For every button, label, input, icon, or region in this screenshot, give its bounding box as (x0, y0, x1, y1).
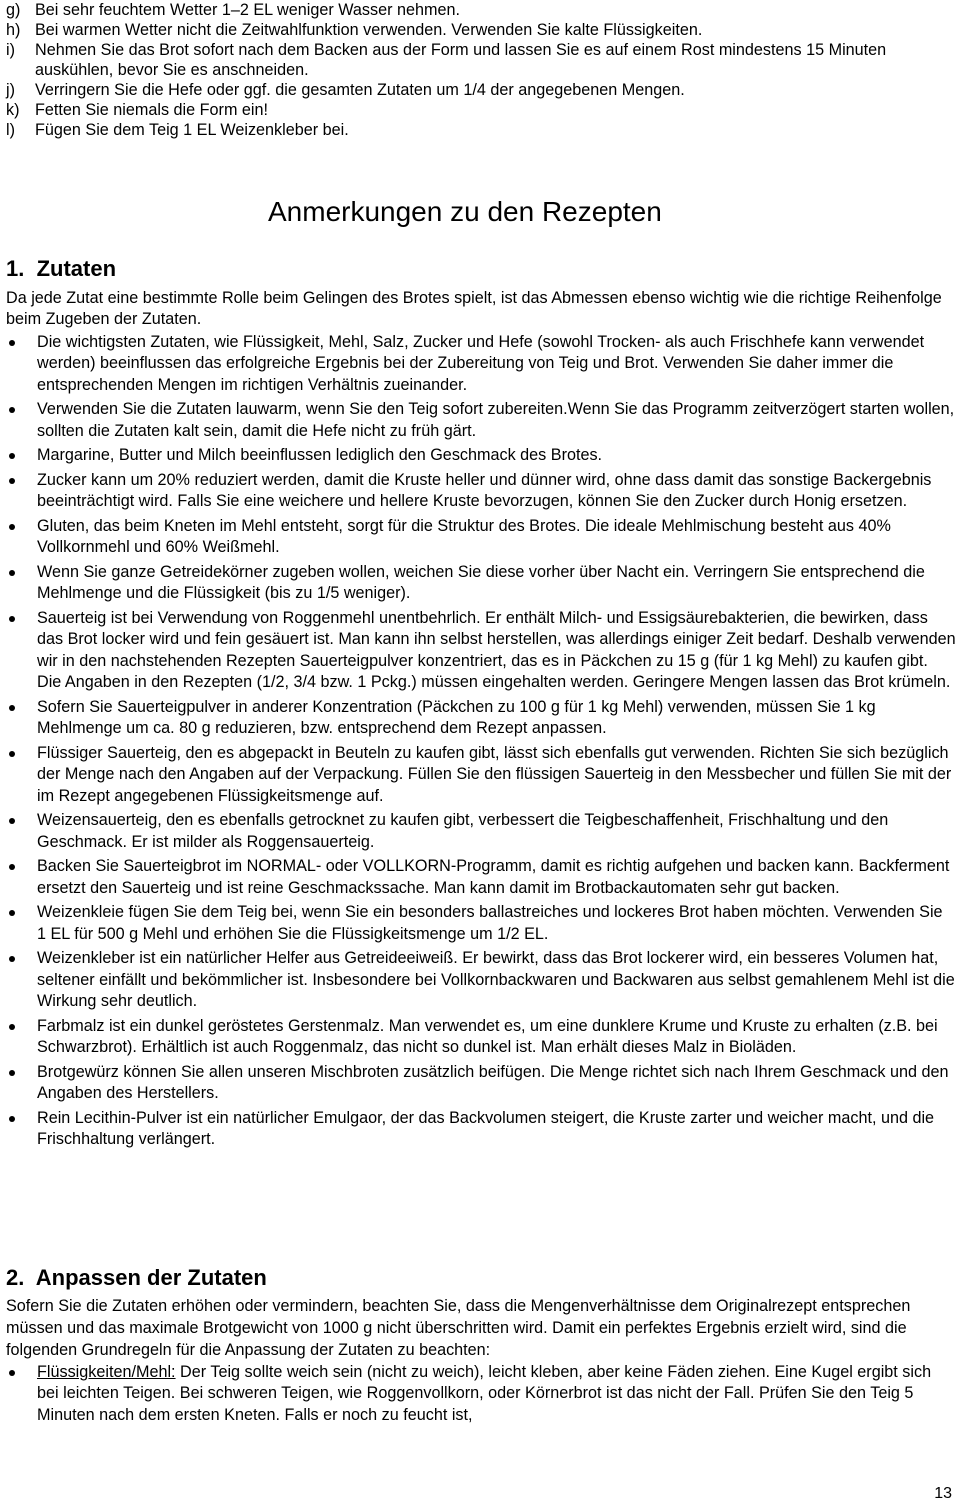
bullet-text: Weizenkleie fügen Sie dem Teig bei, wenn Sie ein besonders ballastreiches und lockeres Brot haben möchten. Verwenden Sie 1 EL für 500 g Mehl und erhöhen Sie die Flüssigkeitsmenge um 1/2 EL. (37, 903, 943, 943)
tip-item (6, 20, 956, 40)
section-2-text: Sofern Sie die Zutaten erhöhen oder vermindern, beachten Sie, dass die Mengenverhältnisse dem Originalrezept entsprechen müssen und das maximale Brotgewicht von 1000 g nicht überschritten wird. Damit ein perfektes Ergebnis erzielt wird, sind die folgenden Grundregeln für die Anpassung der Zutaten zu beachten: (6, 1297, 911, 1359)
bullet-icon (9, 1070, 15, 1076)
section-1-heading (6, 255, 116, 283)
rule-text: Der Teig sollte weich sein (nicht zu weich), leicht kleben, aber keine Fäden ziehen. Eine Kugel ergibt sich bei leichten Teigen. Bei schweren Teigen, wie Roggenvollkorn, oder Körnerbrot ist das nicht der Fall. Prüfen Sie den Teig 5 Minuten nach dem ersten Kneten. Falls er noch zu feucht ist, (37, 1363, 932, 1424)
tip-item (6, 40, 956, 80)
bullet-item (6, 1016, 956, 1059)
bullet-text: Weizensauerteig, den es ebenfalls getrocknet zu kaufen gibt, verbessert die Teigbeschaffenheit, Frischhaltung und den Geschmack. Er ist milder als Roggensauerteig. (37, 811, 889, 851)
bullet-item (6, 948, 956, 1012)
bullet-item (6, 697, 956, 740)
tip-letter: h) (6, 21, 21, 39)
bullet-item (6, 445, 956, 466)
bullet-item (6, 1108, 956, 1151)
adjustment-rules-list (6, 1362, 956, 1426)
bullet-item (6, 743, 956, 807)
bullet-text: Rein Lecithin-Pulver ist ein natürlicher Emulgaor, der das Backvolumen steigert, die Kruste zarter und weicher macht, und die Frischhaltung verlängert. (37, 1108, 935, 1149)
bullet-item (6, 856, 956, 899)
bullet-icon (9, 453, 15, 459)
tip-letter: g) (6, 1, 21, 19)
tip-item (6, 120, 956, 140)
bullet-icon (9, 340, 15, 346)
bullet-text: Die wichtigsten Zutaten, wie Flüssigkeit, Mehl, Salz, Zucker und Hefe (sowohl Trocken- als auch Frischhefe kann verwendet werden) beeinflussen das erfolgreiche Ergebnis bei der Zubereitung von Teig und Brot. Verwenden Sie daher immer die entsprechenden Mengen im richtigen Verhältnis zueinander. (37, 333, 925, 394)
bullet-text: Zucker kann um 20% reduziert werden, damit die Kruste heller und dünner wird, ohne dass damit das sonstige Backergebnis beeinträchtigt wird. Falls Sie eine weichere und hellere Kruste bevorzugen, können Sie den Zucker durch Honig ersetzen. (37, 471, 932, 511)
bullet-item (6, 399, 956, 442)
bullet-icon (9, 616, 15, 622)
section-1-intro: Da jede Zutat eine bestimmte Rolle beim Gelingen des Brotes spielt, ist das Abmessen ebenso wichtig wie die richtige Reihenfolge beim Zugeben der Zutaten. (6, 289, 942, 328)
bullet-item (6, 332, 956, 396)
tip-item (6, 80, 956, 100)
section-2-heading (6, 1264, 267, 1292)
bullet-icon (9, 478, 15, 484)
rule-item (6, 1362, 956, 1426)
tip-letter: j) (6, 81, 15, 99)
bullet-text: Backen Sie Sauerteigbrot im NORMAL- oder VOLLKORN-Programm, damit es richtig aufgehen und backen kann. Backferment ersetzt den Sauerteig und ist reine Geschmackssache. Man kann damit im Brotbackautomaten sehr gut backen. (37, 857, 950, 897)
bullet-text: Margarine, Butter und Milch beeinflussen lediglich den Geschmack des Brotes. (37, 446, 603, 465)
bullet-icon (9, 1116, 15, 1122)
ingredients-bullet-list (6, 332, 956, 1154)
tip-text: Verringern Sie die Hefe oder ggf. die gesamten Zutaten um 1/4 der angegebenen Mengen. (35, 81, 685, 99)
bullet-item (6, 470, 956, 513)
bullet-icon (9, 751, 15, 757)
section-1-title: Zutaten (36, 256, 117, 281)
bullet-item (6, 902, 956, 945)
bullet-icon (9, 570, 15, 576)
page-number: 13 (934, 1485, 952, 1502)
tip-text: Bei warmen Wetter nicht die Zeitwahlfunktion verwenden. Verwenden Sie kalte Flüssigkeiten. (35, 21, 703, 39)
tip-text: Fügen Sie dem Teig 1 EL Weizenkleber bei. (35, 121, 349, 139)
page-title: Anmerkungen zu den Rezepten (268, 196, 662, 227)
tip-item (6, 100, 956, 120)
bullet-item (6, 1062, 956, 1105)
bullet-item (6, 516, 956, 559)
bullet-icon (9, 818, 15, 824)
tip-letter: i) (6, 41, 15, 59)
section-2-number: 2. (6, 1265, 25, 1290)
bullet-text: Weizenkleber ist ein natürlicher Helfer aus Getreideeiweiß. Er bewirkt, dass das Brot lockerer wird, ein besseres Volumen hat, seltener einfällt und bekömmlicher ist. Insbesondere bei Vollkornbackwaren und Backwaren aus selbst gemahlenem Mehl ist die Wirkung sehr deutlich. (37, 949, 955, 1011)
bullet-icon (9, 705, 15, 711)
bullet-text: Sauerteig ist bei Verwendung von Roggenmehl unentbehrlich. Er enthält Milch- und Essigsäurebakterien, die bewirken, dass das Brot locker wird und fein gesäuert ist. Man kann ihn selbst herstellen, was allerdings einiger Zeit bedarf. Deshalb verwenden wir in den nachstehenden Rezepten Sauerteigpulver konzentriert, das es in Päckchen zu 15 g (für 1 kg Mehl) zu kaufen gibt. Die Angaben in den Rezepten (1/2, 3/4 bzw. 1 Pckg.) müssen eingehalten werden. Geringere Mengen lassen das Brot krümeln. (37, 609, 956, 692)
document-page (6, 0, 956, 1424)
bullet-text: Farbmalz ist ein dunkel geröstetes Gerstenmalz. Man verwendet es, um eine dunklere Krume und Kruste zu erhalten (z.B. bei Schwarzbrot). Erhältlich ist auch Roggenmalz, das nicht so dunkel ist. Man erhält dieses Malz in Bioläden. (37, 1016, 938, 1057)
bullet-item (6, 562, 956, 605)
rule-label: Flüssigkeiten/Mehl: (37, 1363, 176, 1381)
bullet-icon (9, 407, 15, 413)
bullet-item (6, 810, 956, 853)
bullet-icon (9, 524, 15, 530)
bullet-text: Wenn Sie ganze Getreidekörner zugeben wollen, weichen Sie diese vorher über Nacht ein. Verringern Sie entsprechend die Mehlmenge und die Flüssigkeit (bis zu 1/5 weniger). (37, 563, 925, 603)
bullet-text: Verwenden Sie die Zutaten lauwarm, wenn Sie den Teig sofort zubereiten.Wenn Sie das Programm zeitverzögert starten wollen, sollten die Zutaten kalt sein, damit die Hefe nicht zu früh gärt. (37, 400, 955, 440)
tip-text: Fetten Sie niemals die Form ein! (35, 101, 269, 119)
bullet-icon (9, 910, 15, 916)
bullet-icon (9, 1024, 15, 1030)
bullet-icon (9, 1370, 15, 1376)
tip-text: Bei sehr feuchtem Wetter 1–2 EL weniger Wasser nehmen. (35, 1, 460, 19)
bullet-text: Gluten, das beim Kneten im Mehl entsteht, sorgt für die Struktur des Brotes. Die ideale Mehlmischung besteht aus 40% Vollkornmehl und 60% Weißmehl. (37, 517, 891, 557)
bullet-item (6, 608, 956, 694)
bullet-text: Sofern Sie Sauerteigpulver in anderer Konzentration (Päckchen zu 100 g für 1 kg Mehl) verwenden, müssen Sie 1 kg Mehlmenge um ca. 80 g reduzieren, bzw. entsprechend dem Rezept anpassen. (37, 697, 876, 738)
tip-letter: l) (6, 121, 15, 139)
section-1-number: 1. (6, 256, 25, 281)
bullet-icon (9, 956, 15, 962)
tips-list (6, 0, 956, 140)
tip-item (6, 0, 956, 20)
tip-letter: k) (6, 101, 20, 119)
tip-text: Nehmen Sie das Brot sofort nach dem Backen aus der Form und lassen Sie es auf einem Rost mindestens 15 Minuten auskühlen, bevor Sie es anschneiden. (35, 41, 887, 79)
bullet-text: Brotgewürz können Sie allen unseren Mischbroten zusätzlich beifügen. Die Menge richtet sich nach Ihrem Geschmack und den Angaben des Herstellers. (37, 1062, 949, 1103)
bullet-icon (9, 864, 15, 870)
section-2-title: Anpassen der Zutaten (35, 1265, 267, 1290)
bullet-text: Flüssiger Sauerteig, den es abgepackt in Beuteln zu kaufen gibt, lässt sich ebenfalls gut verwenden. Richten Sie sich bezüglich der Menge nach den Angaben auf der Verpackung. Füllen Sie den flüssigen Sauerteig in den Messbecher und füllen Sie mit der im Rezept angegebenen Flüssigkeitsmenge auf. (37, 743, 952, 805)
